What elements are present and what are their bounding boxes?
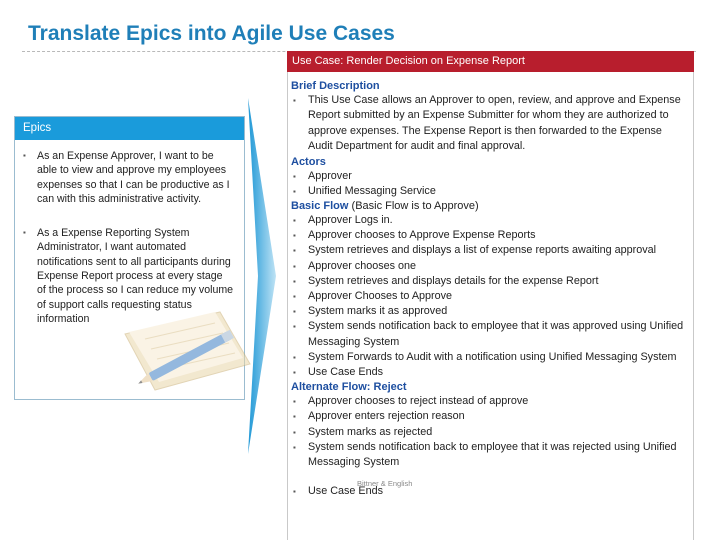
list-item: ▪ System sends notification back to employee that it was rejected using Unified Messaging System (293, 440, 677, 469)
epics-header: Epics (15, 117, 244, 140)
list-item: ▪ Use Case Ends (291, 484, 687, 499)
square-bullet-icon: ▪ (293, 292, 296, 302)
footer-mark: Bittner & English (357, 479, 413, 489)
list-item: ▪ System marks as rejected (291, 425, 687, 440)
list-item: ▪ Approver chooses to Approve Expense Reports (291, 228, 687, 243)
usecase-header: Use Case: Render Decision on Expense Report (287, 51, 694, 72)
epic-text: As a Expense Reporting System Administrator, I want automated notifications sent to all participants during Expense Report process at every stage of the process so I can reduce my volume of support calls requesting status information (37, 227, 234, 325)
usecase-body (287, 72, 694, 540)
list-item: ▪ Unified Messaging Service (291, 184, 687, 199)
list-item: ▪ Approver Logs in. (291, 213, 687, 228)
alternate-flow-list (291, 394, 687, 470)
alternate-flow-heading: Alternate Flow: Reject (291, 381, 407, 394)
epics-panel (14, 116, 245, 400)
basic-flow-section (291, 199, 687, 380)
brief-list (291, 93, 687, 155)
square-bullet-icon: ▪ (293, 216, 296, 226)
square-bullet-icon: ▪ (293, 397, 296, 407)
list-item: ▪ Approver enters rejection reason (291, 409, 687, 424)
list-item: ▪ System marks it as approved (291, 304, 687, 319)
square-bullet-icon: ▪ (293, 96, 296, 105)
square-bullet-icon: ▪ (293, 352, 296, 362)
square-bullet-icon: ▪ (293, 412, 296, 422)
list-item: ▪ Approver Chooses to Approve (291, 289, 687, 304)
square-bullet-icon: ▪ (293, 487, 296, 497)
square-bullet-icon: ▪ (23, 151, 26, 160)
actors-section (291, 155, 687, 199)
list-item: ▪ System retrieves and displays a list of expense reports awaiting approval (291, 243, 687, 258)
square-bullet-icon: ▪ (293, 322, 296, 332)
epic-text: As an Expense Approver, I want to be able to view and approve my employees expenses so that I can be productive as I can with this administrative activity. (37, 150, 230, 205)
list-item: ▪ This Use Case allows an Approver to open, review, and approve and Expense Report submitted by an Expense Submitter for whom they are authorized to approve expenses. The Expense Report is then forwarded to the Expense Audit Department for audit and final approval. (293, 94, 681, 153)
actors-list (291, 169, 687, 199)
list-item: ▪ Use Case Ends (291, 365, 687, 380)
list-item: ▪ System retrieves and displays details for the expense Report (291, 274, 687, 289)
tail-section (291, 479, 687, 499)
right-arrow-icon (248, 98, 278, 454)
square-bullet-icon: ▪ (23, 228, 26, 238)
brief-description-heading (291, 79, 687, 93)
heading-text: Brief Description (291, 80, 380, 92)
square-bullet-icon: ▪ (293, 231, 296, 241)
square-bullet-icon: ▪ (293, 427, 296, 437)
square-bullet-icon: ▪ (293, 186, 296, 196)
alternate-flow-section (291, 380, 687, 470)
square-bullet-icon: ▪ (293, 442, 296, 452)
actors-heading: Actors (291, 155, 326, 168)
list-item: ▪ Approver chooses one (291, 259, 687, 274)
epic-item (23, 226, 234, 326)
list-item: ▪ System sends notification back to employee that it was approved using Unified Messaging System (293, 320, 684, 348)
square-bullet-icon: ▪ (293, 307, 296, 317)
list-item: ▪ Approver (291, 169, 687, 184)
basic-flow-heading: Basic Flow (Basic Flow is to Approve) (291, 200, 479, 213)
square-bullet-icon: ▪ (293, 171, 296, 181)
brief-description-section (291, 79, 687, 155)
square-bullet-icon: ▪ (293, 276, 296, 286)
slide-title: Translate Epics into Agile Use Cases (28, 22, 395, 45)
square-bullet-icon: ▪ (293, 368, 296, 378)
square-bullet-icon: ▪ (293, 246, 296, 256)
epics-list (15, 140, 244, 326)
list-item: ▪ Approver chooses to reject instead of approve (291, 394, 687, 409)
basic-flow-list (291, 213, 687, 380)
epic-item (23, 149, 234, 206)
tail-list (291, 484, 687, 499)
square-bullet-icon: ▪ (293, 261, 296, 271)
list-item: ▪ System Forwards to Audit with a notification using Unified Messaging System (291, 350, 687, 365)
